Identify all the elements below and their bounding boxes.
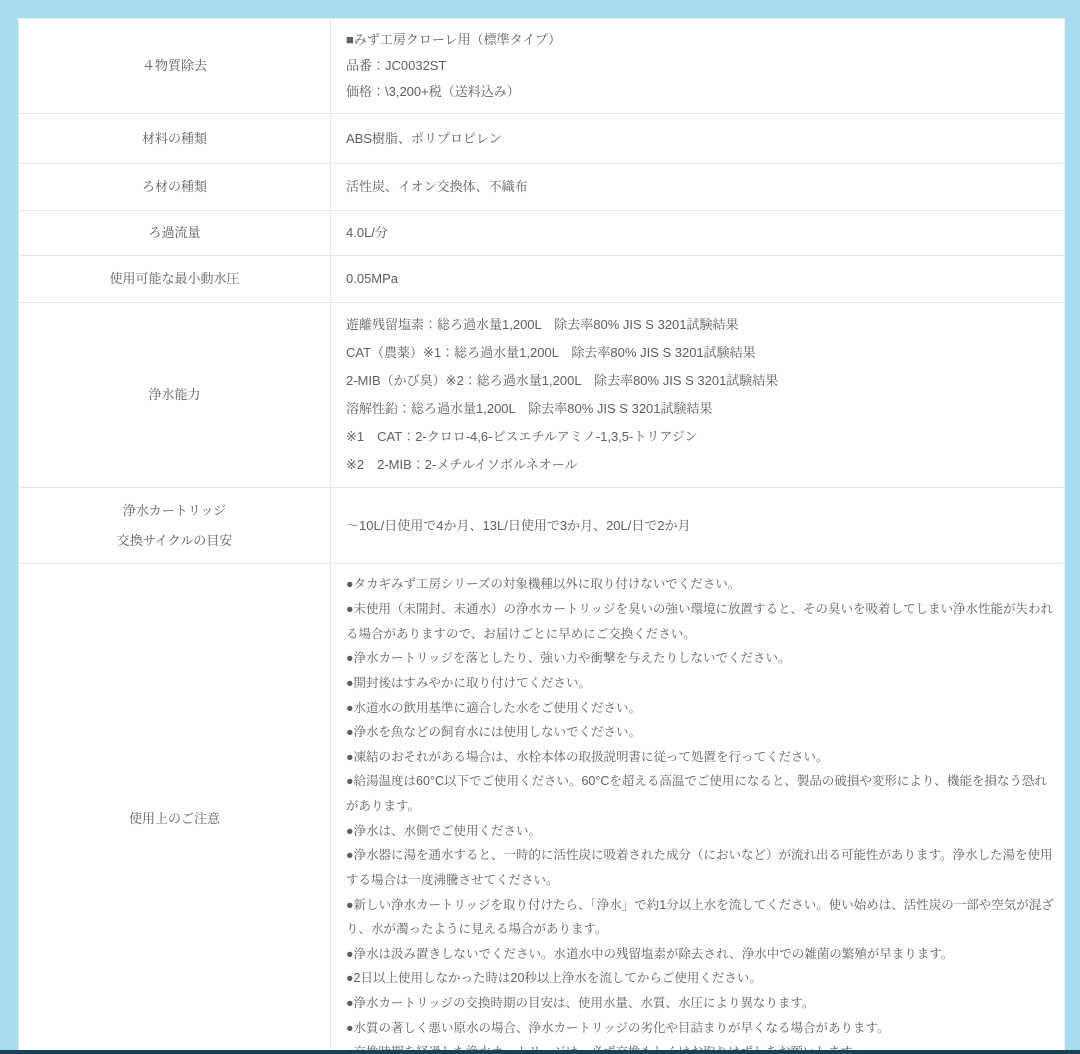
row-label-usage-notes <box>19 564 331 1054</box>
value-line: 0.05MPa <box>346 271 399 286</box>
capability-line: 溶解性鉛：総ろ過水量1,200L 除去率80% JIS S 3201試験結果 <box>346 400 713 416</box>
value-line: ABS樹脂、ポリプロピレン <box>346 130 502 146</box>
label-line: ろ材の種類 <box>141 179 207 195</box>
table-row-purification-capability <box>19 302 1064 487</box>
table-row-min-pressure <box>19 255 1064 302</box>
note-item: ●開封後はすみやかに取り付けてください。 <box>346 675 592 690</box>
product-spec-table <box>18 18 1065 1054</box>
row-label-product <box>19 19 331 113</box>
note-item: ●凍結のおそれがある場合は、水栓本体の取扱説明書に従って処置を行ってください。 <box>346 749 829 764</box>
row-label-cartridge-cycle <box>19 488 331 564</box>
label-line: 浄水カートリッジ <box>122 502 227 518</box>
label-line: 使用上のご注意 <box>128 811 220 826</box>
note-item: ●浄水は、水側でご使用ください。 <box>346 823 542 838</box>
row-label-min-pressure <box>19 256 331 302</box>
note-item: ●浄水器に湯を通水すると、一時的に活性炭に吸着された成分（においなど）が流れ出る可能性があります。浄水した湯を使用する場合は一度沸騰させてください。 <box>346 848 1053 887</box>
row-label-filter-media <box>19 164 331 210</box>
note-item: ●未使用（未開封、未通水）の浄水カートリッジを臭いの強い環境に放置すると、その臭いを吸着してしまい浄水性能が失われる場合がありますので、お届けごとに早めにご交換ください。 <box>346 602 1054 641</box>
bottom-edge-line <box>0 1050 1080 1054</box>
table-row-usage-notes <box>19 563 1064 1054</box>
capability-footnote: ※2 2-MIB：2-メチルイソボルネオール <box>346 456 578 472</box>
table-row-cartridge-cycle <box>19 487 1064 564</box>
note-item: ●水道水の飲用基準に適合した水をご使用ください。 <box>346 700 642 715</box>
product-number: 品番：JC0032ST <box>346 58 447 73</box>
label-line: ４物質除去 <box>141 58 207 74</box>
value-line: 活性炭、イオン交換体、不織布 <box>346 179 528 194</box>
table-row-filter-media <box>19 163 1064 210</box>
value-line: 〜10L/日使用で4か月、13L/日使用で3か月、20L/日で2か月 <box>346 517 691 533</box>
row-label-flow-rate <box>19 211 331 255</box>
label-line: 浄水能力 <box>148 387 201 403</box>
note-item: ●浄水は汲み置きしないでください。水道水中の残留塩素が除去され、浄水中での雑菌の繁殖が早まります。 <box>346 946 954 961</box>
row-label-purification-capability <box>19 303 331 487</box>
product-name: ■みず工房クローレ用（標準タイプ） <box>346 32 562 47</box>
note-item: ●浄水を魚などの飼育水には使用しないでください。 <box>346 725 642 740</box>
capability-footnote: ※1 CAT：2-クロロ-4,6-ビスエチルアミノ-1,3,5-トリアジン <box>346 428 698 444</box>
value-line: 4.0L/分 <box>346 225 388 240</box>
label-line: ろ過流量 <box>148 225 201 241</box>
note-item: ●水質の著しく悪い原水の場合、浄水カートリッジの劣化や目詰まりが早くなる場合があります。 <box>346 1020 890 1035</box>
capability-line: 2-MIB（かび臭）※2：総ろ過水量1,200L 除去率80% JIS S 3201試験結果 <box>346 372 779 388</box>
row-value-flow-rate <box>331 211 1064 255</box>
row-value-material <box>331 114 1064 163</box>
row-value-purification-capability <box>331 303 1064 487</box>
note-item: ●新しい浄水カートリッジを取り付けたら、「浄水」で約1分以上水を流してください。使い始めは、活性炭の一部や空気が混ざり、水が濁ったように見える場合があります。 <box>346 897 1054 937</box>
row-value-cartridge-cycle <box>331 488 1064 564</box>
label-line: 使用可能な最小動水圧 <box>109 271 240 287</box>
product-price: 価格：\3,200+税（送料込み） <box>346 84 520 99</box>
note-item: ●浄水カートリッジの交換時期の目安は、使用水量、水質、水圧により異なります。 <box>346 996 815 1011</box>
capability-line: CAT（農薬）※1：総ろ過水量1,200L 除去率80% JIS S 3201試験結果 <box>346 344 756 360</box>
table-row-material <box>19 113 1064 163</box>
capability-line: 遊離残留塩素：総ろ過水量1,200L 除去率80% JIS S 3201試験結果 <box>346 317 739 332</box>
row-label-material <box>19 114 331 163</box>
row-value-filter-media <box>331 164 1064 210</box>
note-item: ●給湯温度は60°C以下でご使用ください。60°Cを超える高温でご使用になると、製品の破損や変形により、機能を損なう恐れがあります。 <box>346 774 1047 814</box>
note-item: ●タカギみず工房シリーズの対象機種以外に取り付けないでください。 <box>346 577 741 592</box>
row-value-min-pressure <box>331 256 1064 302</box>
note-item: ●浄水カートリッジを落としたり、強い力や衝撃を与えたりしないでください。 <box>346 651 791 666</box>
label-line: 交換サイクルの目安 <box>116 532 233 548</box>
table-row-product <box>19 19 1064 113</box>
row-value-usage-notes <box>331 564 1064 1054</box>
table-row-flow-rate <box>19 210 1064 255</box>
note-item: ●2日以上使用しなかった時は20秒以上浄水を流してからご使用ください。 <box>346 971 762 986</box>
label-line: 材料の種類 <box>141 130 207 146</box>
row-value-product <box>331 19 1064 113</box>
